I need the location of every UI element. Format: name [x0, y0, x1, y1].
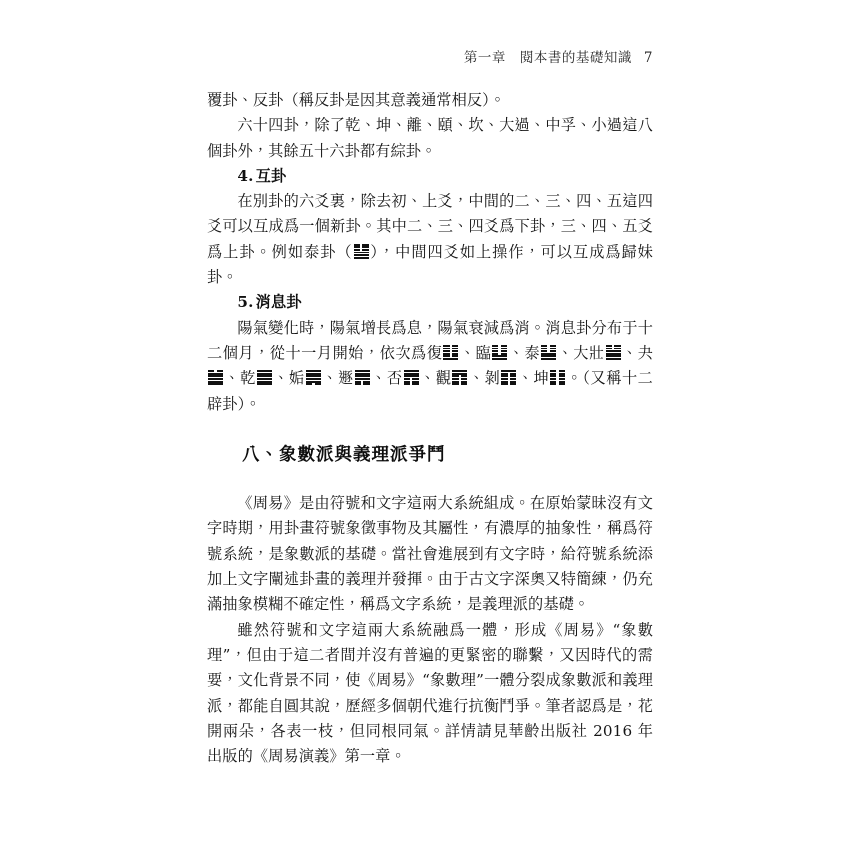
hexagram-label: 泰 — [524, 343, 541, 362]
hexagram-label: 復 — [426, 343, 443, 362]
hexagram-label: 臨 — [475, 343, 492, 362]
paragraph-hugua-text-before: 在別卦的六爻裏，除去初、上爻，中間的二、三、四、五這四爻可以互成爲一個新卦。其中二、三、四爻爲下卦，三、四、五爻爲上卦。例如泰卦（ — [207, 192, 653, 261]
hexagram-glyph-坤 — [550, 370, 565, 385]
hexagram-glyph-乾 — [257, 370, 272, 385]
hexagram-separator: 、 — [272, 369, 290, 388]
hexagram-label: 乾 — [240, 369, 256, 388]
hexagram-glyph-大壯 — [606, 345, 621, 360]
hexagram-glyph-泰 — [541, 345, 556, 360]
running-head-chapter-title: 閱本書的基礎知識 — [519, 50, 632, 66]
subheading-hugua — [207, 164, 653, 189]
hexagram-label: 遯 — [337, 369, 354, 388]
hexagram-glyph-夬 — [208, 370, 223, 385]
paragraph-hugua — [207, 189, 653, 290]
subheading-xiaoxigua-number: 5. — [237, 293, 254, 312]
hexagram-glyph-否 — [404, 370, 419, 385]
hexagram-glyph-觀 — [452, 370, 467, 385]
hexagram-tai-inline — [354, 244, 369, 259]
hexagram-separator: 、 — [224, 369, 241, 388]
subheading-xiaoxigua-label: 消息卦 — [255, 293, 302, 312]
paragraph-hugua-text-after: ），中間四爻如上操作，可以互成爲歸妹卦。 — [207, 242, 653, 287]
spacer-before-section — [207, 417, 653, 443]
hexagram-glyph-姤 — [306, 370, 321, 385]
paragraph-xiaoxigua-intro: 陽氣變化時，陽氣增長爲息，陽氣衰減爲消。消息卦分布于十二個月，從十一月開始，依次爲 — [207, 318, 653, 362]
subheading-hugua-label: 互卦 — [255, 166, 287, 185]
section-heading-eight: 八、象數派與義理派爭鬥 — [242, 444, 446, 465]
hexagram-separator: 、 — [508, 343, 525, 362]
subheading-hugua-number: 4. — [237, 166, 254, 185]
paragraph-xiaoxigua-trailing: 。（又稱十二辟卦）。 — [207, 369, 653, 413]
paragraph-fugua: 覆卦、反卦（稱反卦是因其意義通常相反）。 — [207, 91, 506, 109]
spacer-after-section — [207, 468, 653, 491]
hexagram-label: 剝 — [484, 369, 501, 388]
hexagram-label: 夬 — [637, 343, 653, 362]
hexagram-glyph-遯 — [355, 370, 370, 385]
hexagram-label: 否 — [386, 369, 403, 388]
hexagram-label: 觀 — [435, 369, 452, 388]
hexagram-label: 姤 — [289, 369, 305, 388]
text-column — [207, 88, 653, 769]
paragraph-sixty-four-gua: 六十四卦，除了乾、坤、離、頤、坎、大過、中孚、小過這八個卦外，其餘五十六卦都有綜卦。 — [207, 116, 653, 160]
hexagram-glyph-臨 — [492, 345, 507, 360]
page-folio-number: 7 — [643, 50, 653, 66]
section-paragraph-2: 雖然符號和文字這兩大系統融爲一體，形成《周易》“象數理”，但由于這二者間并沒有普遍的更緊密的聯繫，又因時代的需要，文化背景不同，使《周易》“象數理”一體分裂成象數派和義理派，都能自圓其說，歷經多個朝代進行抗衡鬥爭。筆者認爲是，花開兩朵，各表一枝，但同根同氣。詳情請見華齡出版社 2016 年出版的《周易演義》第一章。 — [207, 620, 653, 766]
paragraph-xiaoxigua — [207, 316, 653, 417]
running-head — [207, 46, 653, 66]
hexagram-separator: 、 — [557, 343, 574, 362]
hexagram-separator: 、 — [459, 343, 476, 362]
hexagram-separator: 、 — [370, 369, 387, 388]
hexagram-separator: 、 — [419, 369, 436, 388]
hexagram-separator: 、 — [517, 369, 534, 388]
hexagram-label: 坤 — [533, 369, 550, 388]
hexagram-label: 大壯 — [573, 343, 605, 362]
hexagram-glyph-剝 — [501, 370, 516, 385]
running-head-chapter-number: 第一章 — [463, 50, 506, 66]
hexagram-separator: 、 — [321, 369, 338, 388]
hexagram-separator: 、 — [468, 369, 485, 388]
hexagram-glyph-復 — [443, 345, 458, 360]
hexagram-separator: 、 — [621, 343, 638, 362]
subheading-xiaoxigua — [207, 290, 653, 315]
section-paragraph-1: 《周易》是由符號和文字這兩大系統組成。在原始蒙昧沒有文字時期，用卦畫符號象徵事物及其屬性，有濃厚的抽象性，稱爲符號系統，是象數派的基礎。當社會進展到有文字時，給符號系統添加上文字闡述卦畫的義理并發揮。由于古文字深奧又特簡練，仍充滿抽象模糊不確定性，稱爲文字系統，是義理派的基礎。 — [207, 494, 653, 614]
